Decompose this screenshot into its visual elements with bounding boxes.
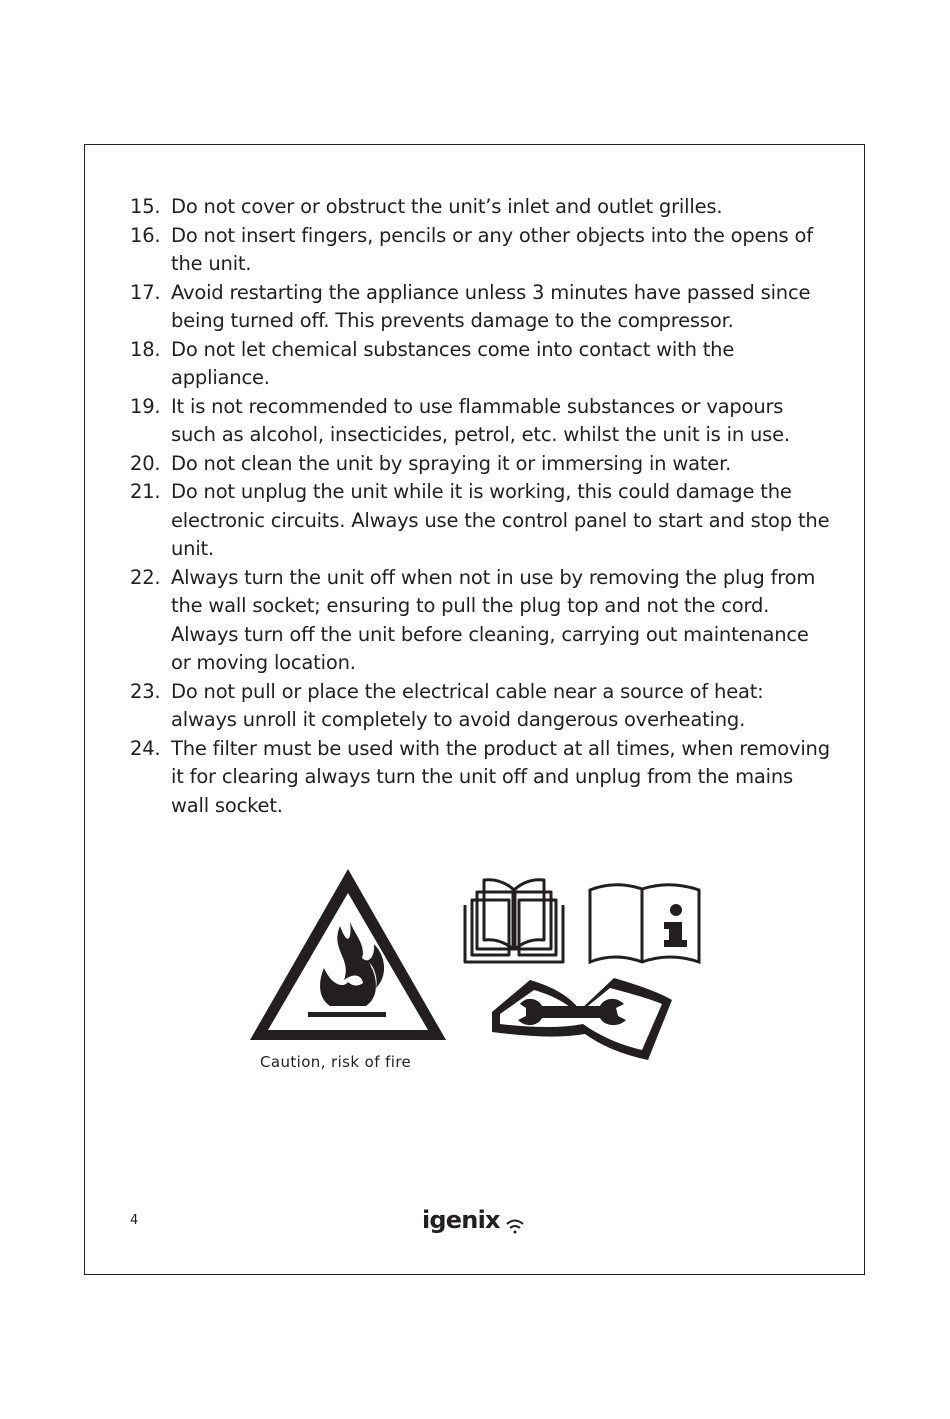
- item-number: 16.: [130, 223, 161, 247]
- item-text: Do not clean the unit by spraying it or immersing in water.: [171, 451, 732, 475]
- wifi-icon: [507, 1221, 523, 1234]
- brand-name: igenix: [422, 1206, 500, 1234]
- item-number: 24.: [130, 736, 161, 760]
- item-number: 18.: [130, 337, 161, 361]
- item-text: Do not pull or place the electrical cable near a source of heat: always unroll it completely to avoid dangerous overheating.: [171, 679, 764, 731]
- fire-warning-caption: Caution, risk of fire: [260, 1053, 412, 1071]
- item-text: Always turn the unit off when not in use by removing the plug from the wall socket; ensuring to pull the plug top and not the cord. Always turn off the unit before cleaning, carrying out maintenance or moving location.: [171, 565, 816, 674]
- service-manual-icon: [492, 978, 672, 1060]
- page-number: 4: [130, 1213, 139, 1228]
- item-number: 20.: [130, 451, 161, 475]
- item-number: 19.: [130, 394, 161, 418]
- flammable-warning-icon: [250, 869, 446, 1040]
- item-text: It is not recommended to use flammable substances or vapours such as alcohol, insecticides, petrol, etc. whilst the unit is in use.: [171, 394, 790, 446]
- item-number: 17.: [130, 280, 161, 304]
- item-number: 15.: [130, 195, 161, 218]
- item-number: 23.: [130, 679, 161, 703]
- item-text: Do not cover or obstruct the unit’s inlet and outlet grilles.: [171, 195, 723, 218]
- read-manual-icon: [465, 880, 563, 962]
- item-text: Do not let chemical substances come into contact with the appliance.: [171, 337, 735, 389]
- item-text: Do not insert fingers, pencils or any other objects into the opens of the unit.: [171, 223, 813, 275]
- brand-logo: [422, 1206, 500, 1234]
- item-number: 22.: [130, 565, 161, 589]
- item-number: 21.: [130, 480, 161, 503]
- item-text: Do not unplug the unit while it is working, this could damage the electronic circuits. Always use the control panel to start and stop the unit.: [171, 480, 830, 560]
- item-text: Avoid restarting the appliance unless 3 minutes have passed since being turned off. This prevents damage to the compressor.: [171, 280, 811, 332]
- manual-info-icon: [590, 885, 699, 962]
- item-text: The filter must be used with the product at all times, when removing it for clearing always turn the unit off and unplug from the mains wall socket.: [171, 736, 830, 817]
